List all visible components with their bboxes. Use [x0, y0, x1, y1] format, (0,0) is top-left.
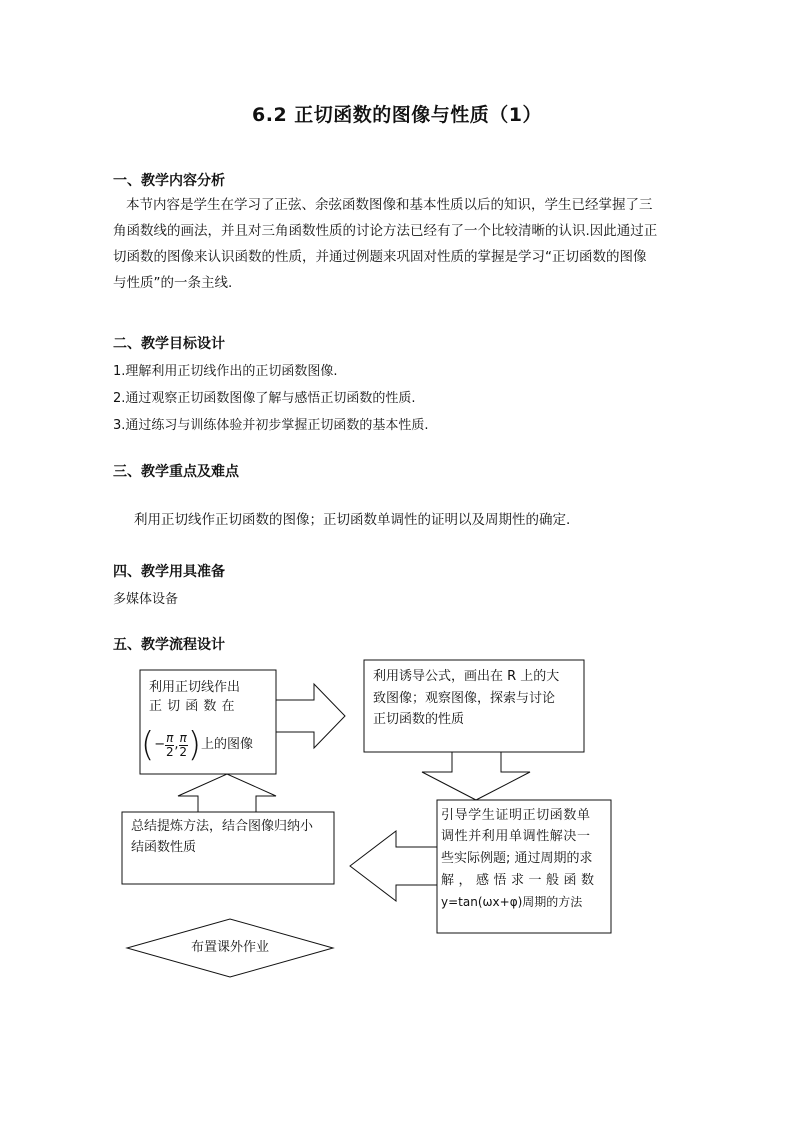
flow-box-3-line: 些实际例题; 通过周期的求: [441, 851, 593, 866]
flow-box-4-line: 总结提炼方法，结合图像归纳小: [131, 819, 314, 834]
flow-box-1-line: 正 切 函 数 在: [149, 699, 236, 714]
paragraph-line: 角函数线的画法，并且对三角函数性质的讨论方法已经有了一个比较清晰的认识.因此通过正: [113, 223, 658, 239]
section-heading-objectives: 二、教学目标设计: [113, 336, 225, 352]
comma: ,: [174, 737, 179, 752]
flow-box-4-line: 结函数性质: [131, 840, 197, 855]
right-paren: ): [187, 725, 202, 765]
flow-box-1-interval: [141, 726, 253, 765]
flow-box-3-line: 引导学生证明正切函数单: [441, 808, 591, 823]
paragraph-line: 本节内容是学生在学习了正弦、余弦函数图像和基本性质以后的知识，学生已经掌握了三: [126, 197, 653, 213]
arrow-left: [350, 831, 437, 901]
section-heading-tools: 四、教学用具准备: [113, 564, 225, 580]
flow-box-3-line: 解，感悟求一般函数: [441, 873, 599, 888]
section-heading-key-points: 三、教学重点及难点: [113, 464, 239, 480]
flow-box-3-line: 调性并利用单调性解决一: [441, 829, 591, 844]
section-heading-content-analysis: 一、教学内容分析: [113, 173, 225, 189]
flow-box-1-line: 利用正切线作出: [149, 680, 241, 695]
paragraph-line: 切函数的图像来认识函数的性质，并通过例题来巩固对性质的掌握是学习“正切函数的图像: [113, 249, 647, 265]
arrow-down: [422, 752, 530, 800]
tools-text: 多媒体设备: [113, 592, 179, 607]
objective-item: 1.理解利用正切线作出的正切函数图像.: [113, 364, 338, 379]
arrow-up: [178, 774, 276, 812]
interval-suffix: 上的图像: [201, 737, 254, 752]
objective-item: 2.通过观察正切函数图像了解与感悟正切函数的性质.: [113, 391, 416, 406]
page-title: 6.2 正切函数的图像与性质（1）: [252, 104, 542, 126]
flow-diamond-label: 布置课外作业: [190, 940, 269, 955]
flow-box-2-line: 利用诱导公式，画出在 R 上的大: [373, 669, 560, 684]
section-heading-flow: 五、教学流程设计: [113, 637, 225, 653]
flow-box-2-line: 致图像；观察图像，探索与讨论: [373, 691, 556, 706]
fraction-pi-over-2: $\frac{\pi}{2}$: [165, 730, 174, 759]
key-points-text: 利用正切线作正切函数的图像；正切函数单调性的证明以及周期性的确定.: [134, 512, 571, 528]
objective-item: 3.通过练习与训练体验并初步掌握正切函数的基本性质.: [113, 418, 429, 433]
paragraph-line: 与性质”的一条主线.: [113, 275, 233, 291]
left-paren: (: [141, 725, 155, 765]
arrow-right: [276, 684, 345, 748]
fraction-pi-over-2: $\frac{\pi}{2}$: [179, 730, 187, 759]
minus-sign: −: [154, 737, 166, 752]
flow-box-2-line: 正切函数的性质: [373, 712, 465, 727]
flow-box-3-line: y=tan(ωx+φ)周期的方法: [441, 895, 583, 909]
